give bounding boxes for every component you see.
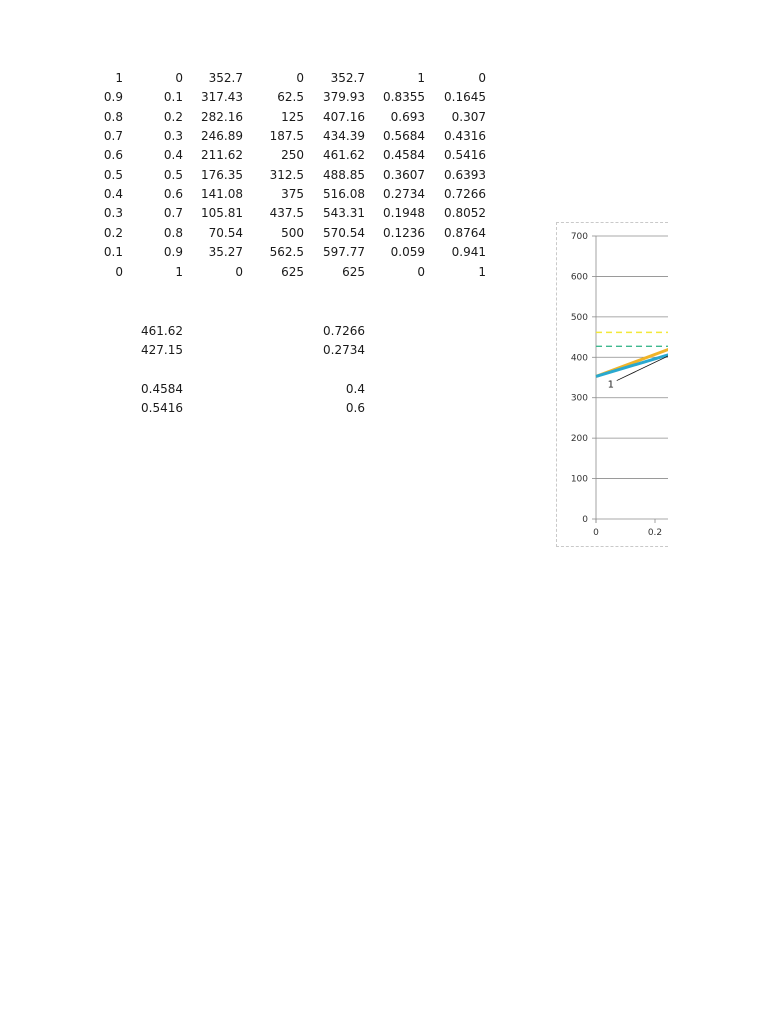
table-cell[interactable]: 0.5416 [444,148,486,163]
table-cell[interactable]: 176.35 [201,167,243,182]
table-cell[interactable]: 379.93 [323,90,365,105]
table-cell[interactable]: 1 [417,71,425,85]
table-cell[interactable]: 0.7266 [444,187,486,202]
table-cell[interactable]: 0.8052 [444,206,486,221]
table-cell[interactable]: 0.5 [103,167,123,182]
table-cell[interactable]: 0.1645 [444,90,486,105]
table-cell[interactable]: 543.31 [323,206,365,221]
table-cell[interactable]: 246.89 [201,129,243,144]
table-cell[interactable]: 70.54 [208,225,243,240]
y-tick-label: 600 [570,272,588,283]
y-tick-label: 300 [570,393,588,404]
table-cell[interactable]: 1 [478,264,486,279]
y-axis-ticks [571,232,588,525]
table-cell[interactable]: 562.5 [269,245,304,260]
summary-cell[interactable]: 0.7266 [323,324,365,338]
table-cell[interactable]: 0 [417,264,425,279]
table-cell[interactable]: 0 [478,71,486,85]
table-cell[interactable]: 250 [281,148,304,163]
table-cell[interactable]: 0.9 [163,245,183,260]
table-cell[interactable]: 570.54 [323,225,365,240]
table-cell[interactable]: 437.5 [269,206,304,221]
table-cell[interactable]: 282.16 [201,109,243,124]
table-cell[interactable]: 0.307 [451,109,486,124]
table-cell[interactable]: 375 [281,187,304,202]
y-tick-label: 100 [570,474,588,485]
table-cell[interactable]: 1 [115,71,123,85]
table-cell[interactable]: 407.16 [323,109,365,124]
table-cell[interactable]: 0.4 [103,187,123,202]
table-cell[interactable]: 141.08 [201,187,243,202]
table-cell[interactable]: 0 [115,264,123,279]
summary-cell[interactable]: 0.4 [345,382,365,397]
line-chart [557,223,668,547]
table-cell[interactable]: 0.1236 [383,225,425,240]
table-cell[interactable]: 516.08 [323,187,365,202]
table-cell[interactable]: 35.27 [208,245,243,260]
table-cell[interactable]: 625 [342,264,365,279]
table-cell[interactable]: 0.5 [163,167,183,182]
table-cell[interactable]: 0.1948 [383,206,425,221]
y-tick-label: 400 [570,353,588,364]
y-tick-label: 0 [582,515,588,525]
table-cell[interactable]: 125 [281,109,304,124]
table-cell[interactable]: 0.8 [163,225,183,240]
table-cell[interactable]: 0.5684 [383,129,425,144]
table-cell[interactable]: 0.693 [390,109,425,124]
table-cell[interactable]: 0.7 [103,129,123,144]
gridlines [592,236,668,523]
table-cell[interactable]: 0.6 [163,187,183,202]
summary-cell[interactable]: 0.2734 [323,343,365,358]
table-cell[interactable]: 500 [281,225,304,240]
series-line-0 [596,266,668,376]
table-cell[interactable]: 0.8355 [383,90,425,105]
table-cell[interactable]: 0.2734 [383,187,425,202]
table-cell[interactable]: 1 [175,264,183,279]
table-cell[interactable]: 597.77 [323,245,365,260]
summary-cell[interactable]: 0.4584 [141,382,183,397]
table-cell[interactable]: 0.1 [103,245,123,260]
table-cell[interactable]: 0.8764 [444,225,486,240]
table-cell[interactable]: 0.4 [163,148,183,163]
table-cell[interactable]: 488.85 [323,167,365,182]
table-cell[interactable]: 352.7 [330,71,365,85]
x-axis-ticks [593,528,662,538]
annotation-label: 1 [607,379,614,391]
table-cell[interactable]: 211.62 [201,148,243,163]
table-cell[interactable]: 187.5 [269,129,304,144]
chart-panel[interactable] [556,222,668,547]
table-cell[interactable]: 0.1 [163,90,183,105]
y-tick-label: 700 [570,232,588,242]
y-tick-label: 500 [570,312,588,323]
x-tick-label: 0.2 [647,528,663,538]
x-tick-label: 0 [593,528,599,538]
summary-cell[interactable]: 427.15 [141,343,183,358]
table-cell[interactable]: 0.9 [103,90,123,105]
table-cell[interactable]: 0.059 [390,245,425,260]
table-cell[interactable]: 0.2 [103,225,123,240]
table-cell[interactable]: 0.3 [103,206,123,221]
table-cell[interactable]: 62.5 [277,90,304,105]
table-cell[interactable]: 0.2 [163,109,183,124]
summary-cell[interactable]: 461.62 [141,324,183,338]
summary-cell[interactable]: 0.6 [345,401,365,416]
table-cell[interactable]: 0.4316 [444,129,486,144]
table-cell[interactable]: 0 [296,71,304,85]
table-cell[interactable]: 0.4584 [383,148,425,163]
table-cell[interactable]: 625 [281,264,304,279]
table-cell[interactable]: 0.6393 [444,167,486,182]
table-cell[interactable]: 0.6 [103,148,123,163]
table-cell[interactable]: 0.941 [451,245,486,260]
table-cell[interactable]: 461.62 [323,148,365,163]
y-tick-label: 200 [570,434,588,445]
table-cell[interactable]: 0 [235,264,243,279]
table-cell[interactable]: 0.3 [163,129,183,144]
table-cell[interactable]: 0.8 [103,109,123,124]
table-cell[interactable]: 0.7 [163,206,183,221]
table-cell[interactable]: 312.5 [269,167,304,182]
summary-cell[interactable]: 0.5416 [141,401,183,416]
table-cell[interactable]: 352.7 [208,71,243,85]
table-cell[interactable]: 0.3607 [383,167,425,182]
table-cell[interactable]: 0 [175,71,183,85]
table-cell[interactable]: 105.81 [201,206,243,221]
table-cell[interactable]: 434.39 [323,129,365,144]
series-lines [596,266,668,376]
table-cell[interactable]: 317.43 [201,90,243,105]
